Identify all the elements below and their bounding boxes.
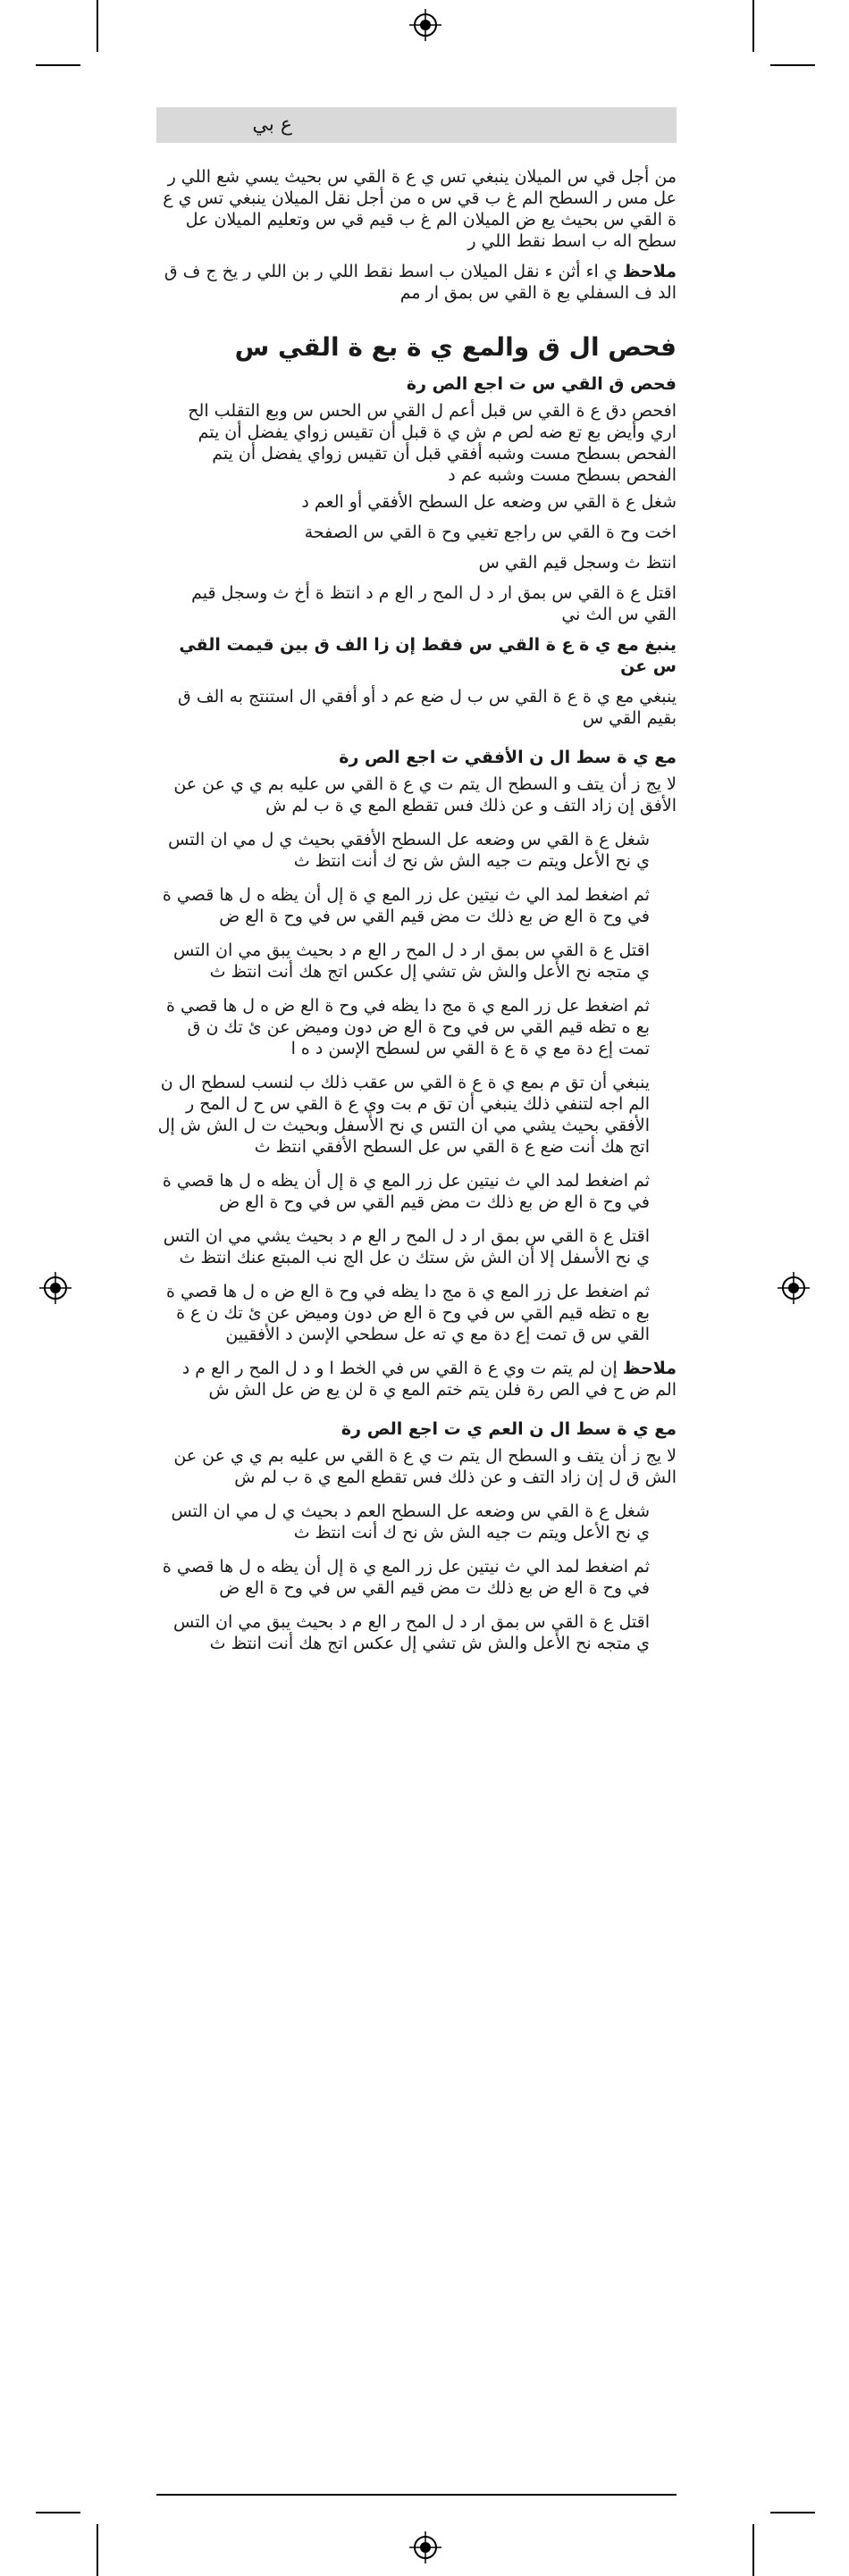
crop-mark-bottom-right-horizontal — [770, 2512, 815, 2513]
registration-mark-top-icon — [409, 9, 441, 41]
step-paragraph: اقتل ع ة القي س بمق ار د ل المح ر الع م د بحيث يبق مي ان التس ي متجه نح الأعل والش ش تشي إل عكس اتج هك أنت انتظ ث — [172, 941, 650, 982]
step-paragraph: ثم اضغط لمد الي ث نيتين عل زر المع ي ة إل أن يظه ه ل ها قصي ة في وح ة الع ض بع ذلك ت مض قيم القي س في وح ة الع ض — [162, 885, 650, 926]
note-paragraph — [156, 1358, 677, 1401]
paragraph: ينبغي مع ي ة ع ة القي س ب ل ضع عم د أو أفقي ال استنتج به الف ق بقيم القي س — [178, 687, 677, 728]
note-label: ملاحظ — [622, 1359, 677, 1378]
paragraph: اقتل ع ة القي س بمق ار د ل المح ر الع م د انتظ ة أخ ث وسجل قيم القي س الث ني — [191, 583, 677, 624]
crop-mark-bottom-left-vertical — [97, 2524, 98, 2576]
crop-mark-top-left-horizontal — [36, 64, 80, 66]
registration-mark-bottom-icon — [409, 2531, 441, 2563]
bottom-rule — [156, 2494, 677, 2496]
paragraph: اخت وح ة القي س راجع تغيي وح ة القي س الصفحة — [304, 523, 677, 542]
paragraph-bold: ينبغ مع ي ة ع ة القي س فقط إن زا الف ق بين قيمت القي س عن — [179, 635, 677, 676]
step-paragraph: ثم اضغط عل زر المع ي ة مج دا يظه في وح ة الع ض ه ل ها قصي ة بع ه تظه قيم القي س في وح ة الع ض دون وميض عن ئ تك ن ع ة القي س ق تمت إع دة مع ي ته عل سطحي الإسن د الأفقيين — [166, 1282, 650, 1344]
paragraph-intro: من أجل قي س الميلان ينبغي تس ي ع ة القي س بحيث يسي شع اللي ر عل مس ر السطح الم غ ب قي س ه من أجل نقل الميلان ينبغي تس ي ع ة القي س بحيث يع ض الميلان الم غ ب قيم قي س وتعليم الميلان عل سطح اله ب اسط نقط اللي ر — [163, 167, 677, 251]
subheading-accuracy-check: فحص ق القي س ت اجع الص رة — [406, 374, 677, 394]
step-paragraph: ثم اضغط لمد الي ث نيتين عل زر المع ي ة إل أن يظه ه ل ها قصي ة في وح ة الع ض بع ذلك ت مض قيم القي س في وح ة الع ض — [162, 1171, 650, 1212]
note-paragraph — [156, 261, 677, 304]
paragraph: لا يج ز أن يتف و السطح ال يتم ت ي ع ة القي س عليه بم ي ي عن عن الأفق إن زاد التف و عن ذلك فس تقطع المع ي ة ب لم ش — [173, 774, 677, 815]
paragraph: انتظ ث وسجل قيم القي س — [478, 553, 677, 573]
crop-mark-bottom-left-horizontal — [36, 2512, 80, 2513]
language-header-bar — [156, 107, 677, 143]
step-paragraph: اقتل ع ة القي س بمق ار د ل المح ر الع م د بحيث يشي مي ان التس ي نح الأسفل إلا أن الش ش ستك ن عل الج نب المبتع عنك انتظ ث — [163, 1226, 650, 1267]
crop-mark-top-right-horizontal — [770, 64, 815, 66]
step-paragraph: ثم اضغط عل زر المع ي ة مج دا يظه في وح ة الع ض ه ل ها قصي ة بع ه تظه قيم القي س في وح ة الع ض دون وميض عن ئ تك ن ق تمت إع دة مع ي ة ع ة القي س لسطح الإسن د ه ا — [166, 996, 650, 1058]
section-heading: فحص ال ق والمع ي ة بع ة القي س — [234, 332, 677, 362]
step-paragraph: شغل ع ة القي س وضعه عل السطح الأفقي بحيث ي ل مي ان التس ي نح الأعل ويتم ت جيه الش ش نح ك أنت انتظ ث — [168, 830, 650, 871]
crop-mark-top-left-vertical — [97, 0, 98, 52]
step-paragraph: اقتل ع ة القي س بمق ار د ل المح ر الع م د بحيث يبق مي ان التس ي متجه نح الأعل والش ش تشي إل عكس اتج هك أنت انتظ ث — [172, 1612, 650, 1653]
paragraph: افحص دق ع ة القي س قبل أعم ل القي س الحس س وبع التقلب الح اري وأيض بع تع ضه لص م ش ي ة قبل أن تقيس زواي يفضل أن يتم الفحص بسطح مست وشبه أفقي قبل أن تقيس زواي يفضل أن يتم الفحص بسطح مست وشبه عم د — [188, 401, 677, 485]
step-paragraph: شغل ع ة القي س وضعه عل السطح العم د بحيث ي ل مي ان التس ي نح الأعل ويتم ت جيه الش ش نح ك أنت انتظ ث — [171, 1501, 650, 1543]
note-text: إن لم يتم ت وي ع ة القي س في الخط ا و د ل المح ر الع م د الم ض ح في الص رة فلن يتم ختم المع ي ة لن يع ض عل الش ش — [181, 1359, 677, 1400]
note-text: ي اء أثن ء نقل الميلان ب اسط نقط اللي ر بن اللي ر يخ ج ف ق الد ف السفلي بع ة القي س بمق ار مم — [164, 262, 677, 303]
note-label: ملاحظ — [622, 262, 677, 281]
subheading-horizontal-calibration: مع ي ة سط ال ن الأفقي ت اجع الص رة — [339, 748, 677, 767]
manual-page — [156, 107, 677, 1654]
paragraph: شغل ع ة القي س وضعه عل السطح الأفقي أو العم د — [301, 492, 677, 512]
paragraph: لا يج ز أن يتف و السطح ال يتم ت ي ع ة القي س عليه بم ي ي عن عن الش ق ل إن زاد التف و عن ذلك فس تقطع المع ي ة ب لم ش — [173, 1446, 677, 1487]
crop-mark-bottom-right-vertical — [752, 2524, 754, 2576]
language-label: ع بي — [252, 113, 292, 136]
step-paragraph: ينبغي أن تق م بمع ي ة ع ة القي س عقب ذلك ب لنسب لسطح ال ن الم اجه لتنفي ذلك ينبغي أن تق م بت وي ع ة القي س ح ل المح ر الأفقي بحيث يشي مي ان التس ي نح الأسفل وبحيث ت ل الش ش إل اتج هك أنت ضع ع ة القي س عل السطح الأفقي انتظ ث — [157, 1073, 650, 1157]
registration-mark-right-icon — [778, 1272, 810, 1304]
subheading-vertical-calibration: مع ي ة سط ال ن العم ي ت اجع الص رة — [340, 1419, 677, 1439]
crop-mark-top-right-vertical — [752, 0, 754, 52]
step-paragraph: ثم اضغط لمد الي ث نيتين عل زر المع ي ة إل أن يظه ه ل ها قصي ة في وح ة الع ض بع ذلك ت مض قيم القي س في وح ة الع ض — [162, 1557, 650, 1598]
registration-mark-left-icon — [39, 1272, 71, 1304]
